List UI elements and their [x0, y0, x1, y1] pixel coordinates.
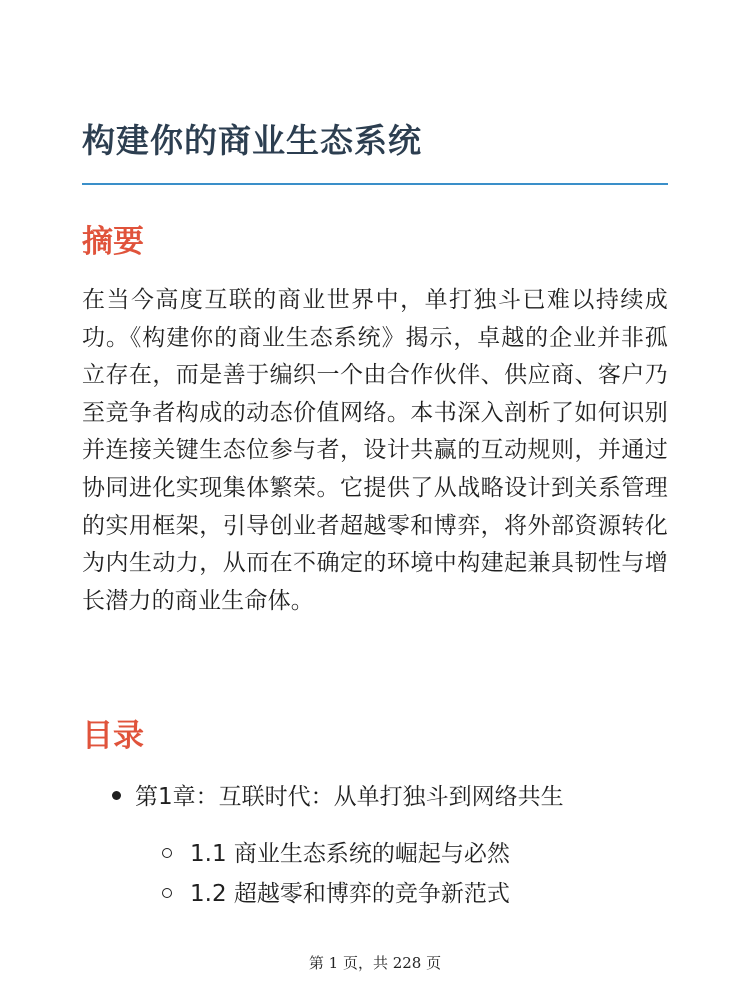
toc-chapter-item[interactable] [112, 779, 564, 815]
page-number: 第 1 页，共 228 页 [308, 954, 442, 972]
title-divider [82, 183, 668, 185]
document-title: 构建你的商业生态系统 [82, 121, 422, 160]
toc-section-label: 1.2 超越零和博弈的竞争新范式 [190, 881, 510, 907]
toc-heading: 目录 [82, 718, 144, 754]
bullet-circle-icon [162, 888, 172, 898]
abstract-body: 在当今高度互联的商业世界中，单打独斗已难以持续成功。《构建你的商业生态系统》揭示，卓越的企业并非孤立存在，而是善于编织一个由合作伙伴、供应商、客户乃至竞争者构成的动态价值网络。本书深入剖析了如何识别并连接关键生态位参与者，设计共赢的互动规则，并通过协同进化实现集体繁荣。它提供了从战略设计到关系管理的实用框架，引导创业者超越零和博弈，将外部资源转化为内生动力，从而在不确定的环境中构建起兼具韧性与增长潜力的商业生命体。 [82, 287, 668, 614]
bullet-circle-icon [162, 848, 172, 858]
bullet-disc-icon [112, 791, 121, 800]
toc-section-item[interactable] [162, 876, 510, 912]
abstract-heading: 摘要 [82, 224, 144, 260]
toc-section-label: 1.1 商业生态系统的崛起与必然 [190, 841, 510, 867]
toc-chapter-label: 第1章：互联时代：从单打独斗到网络共生 [135, 784, 564, 810]
toc-section-item[interactable] [162, 836, 510, 872]
